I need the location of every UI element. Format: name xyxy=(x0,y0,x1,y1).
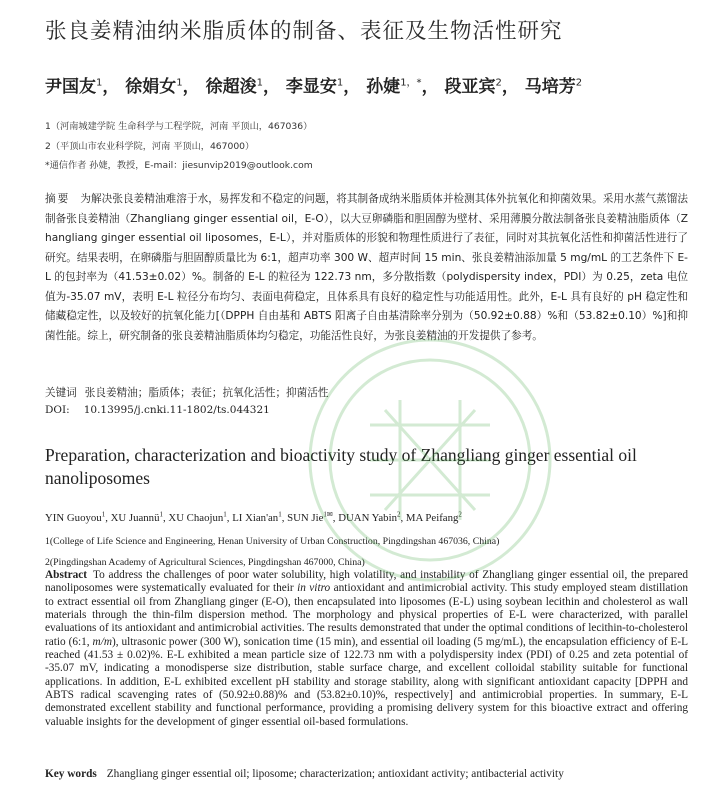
chinese-author-list xyxy=(45,72,582,97)
english-author-list xyxy=(45,510,462,524)
author: LI $Xian'an^1$, xyxy=(232,510,288,524)
keywords-text: Zhangliang ginger essential oil; liposome; characterization; antioxidant activity; antibacterial activity xyxy=(106,768,564,780)
doi-label: DOI: xyxy=(45,404,70,416)
author: MA Peifang$^2$ xyxy=(405,510,462,524)
chinese-abstract xyxy=(45,190,688,346)
corresponding-author: *通信作者 孙婕，教授，E-mail：jiesunvip2019@outlook.com xyxy=(45,160,313,171)
author: XU Juannü$^1$, xyxy=(110,510,169,524)
affiliation-1: 1（河南城建学院 生命科学与工程学院，河南 平顶山，467036） xyxy=(45,121,313,132)
abstract-label: 摘要 xyxy=(45,193,71,205)
abstract-body: 为解决张良姜精油难溶于水，易挥发和不稳定的问题，将其制备成纳米脂质体并检测其体外抗氧化和抑菌效果。采用水蒸气蒸馏法制备张良姜精油（Zhangliang ginger essential oil，E-O），以大豆卵磷脂和胆固醇为壁材、采用薄膜分散法制备张良姜精油脂质体（Zhangliang ginger essential oil liposomes，E-L），并对脂质体的形貌和物理性质进行了表征，同时对其抗氧化活性和抑菌活性进行了研究。结果表明，在卵磷脂与胆固醇质量比为 6:1，超声功率 300 W、超声时间 15 min、张良姜精油添加量 5 mg/mL 的工艺条件下 E-L 的包封率为（41.53±0.02）%。制备的 E-L 的粒径为 122.73 nm，多分散指数（polydispersity index，PDI）为 0.25，zeta 电位值为-35.07 mV，表明 E-L 粒径分布均匀、表面电荷稳定，且体系具有良好的稳定性与功能适用性。此外，E-L 具有良好的 pH 稳定性和储藏稳定性，以及较好的抗氧化能力[（DPPH 自由基和 ABTS 阳离子自由基清除率分别为（50.92±0.88）%和（53.82±0.10）%]和抑菌性能。综上，研究制备的张良姜精油脂质体均匀稳定，功能活性良好，为张良姜精油的开发提供了参考。 xyxy=(45,193,688,342)
english-abstract: Abstract To address the challenges of poor water solubility, high volatility, and instability of Zhangliang ginger essential oil, the prepared nanoliposomes were systematically evaluated for their in vitro antioxidant and antimicrobial activity. This study employed steam distillation to extract essential oil from Zhangliang ginger (E-O), then encapsulated into liposomes (E-L) using soybean lecithin and cholesterol as wall materials through the thin-film dispersion method. The morphology and physical properties of E-L were characterized, with parallel evaluations of its antioxidant and antimicrobial activities. The results demonstrated that under the optimal conditions of lecithin-to-cholesterol ratio (6:1, m/m), ultrasonic power (300 W), sonication time (15 min), and essential oil loading (5 mg/mL), the encapsulation efficiency of E-L reached (41.53 ± 0.02)%. E-L exhibited a mean particle size of 122.73 nm with a polydispersity index (PDI) of 0.25 and zeta potential of -35.07 mV, indicating a monodisperse size distribution, stable surface charge, and excellent colloidal stability suitable for functional applications. In addition, E-L exhibited excellent pH stability and storage stability, along with significant antioxidant capacity [DPPH and ABTS radical scavenging rates of (50.92±0.88)% and (53.82±0.10)%, respectively] and antimicrobial properties. In summary, E-L demonstrated excellent stability and functional performance, providing a promising delivery system for this bioactive extract and offering valuable insights for the development of ginger essential oil-based formulations. xyxy=(45,569,689,728)
author: 孙婕$^{1,*}$， xyxy=(366,77,439,97)
keywords-label: Key words xyxy=(45,768,97,780)
chinese-keywords xyxy=(45,385,328,400)
english-title: Preparation, characterization and bioactivity study of Zhangliang ginger essential oil nanoliposomes xyxy=(45,445,637,488)
author: 徐娟女$^1$， xyxy=(125,77,200,97)
affiliation-2: 2（平顶山市农业科学院，河南 平顶山，467000） xyxy=(45,141,255,152)
author: 段亚宾$^2$， xyxy=(444,77,519,97)
doi-link[interactable]: 10.13995/j.cnki.11-1802/ts.044321 xyxy=(83,404,270,416)
author: XU Chaojun$^1$, xyxy=(168,510,233,524)
keywords-text: 张良姜精油；脂质体；表征；抗氧化活性；抑菌活性 xyxy=(84,387,329,399)
author: YIN Guoyou$^1$, xyxy=(45,510,111,524)
author: 尹国友$^1$， xyxy=(45,77,120,97)
author: 徐超浚$^1$， xyxy=(205,77,280,97)
keywords-label: 关键词 xyxy=(45,387,77,399)
abstract-label: Abstract xyxy=(45,569,88,581)
english-keywords xyxy=(45,768,564,780)
english-affiliation-1: 1(College of Life Science and Engineering, Henan University of Urban Construction, Pingdingshan 467036, China) xyxy=(45,536,500,547)
author: SUN Jie$^{1✉}$, xyxy=(287,510,339,524)
author: DUAN Yabin$^2$, xyxy=(338,510,406,524)
author: 李显安$^1$， xyxy=(285,77,361,97)
chinese-title: 张良姜精油纳米脂质体的制备、表征及生物活性研究 xyxy=(45,19,563,44)
author: 马培芳$^2$ xyxy=(524,77,583,97)
english-affiliation-2: 2(Pingdingshan Academy of Agricultural Sciences, Pingdingshan 467000, China) xyxy=(45,557,365,568)
doi-line xyxy=(45,404,270,416)
